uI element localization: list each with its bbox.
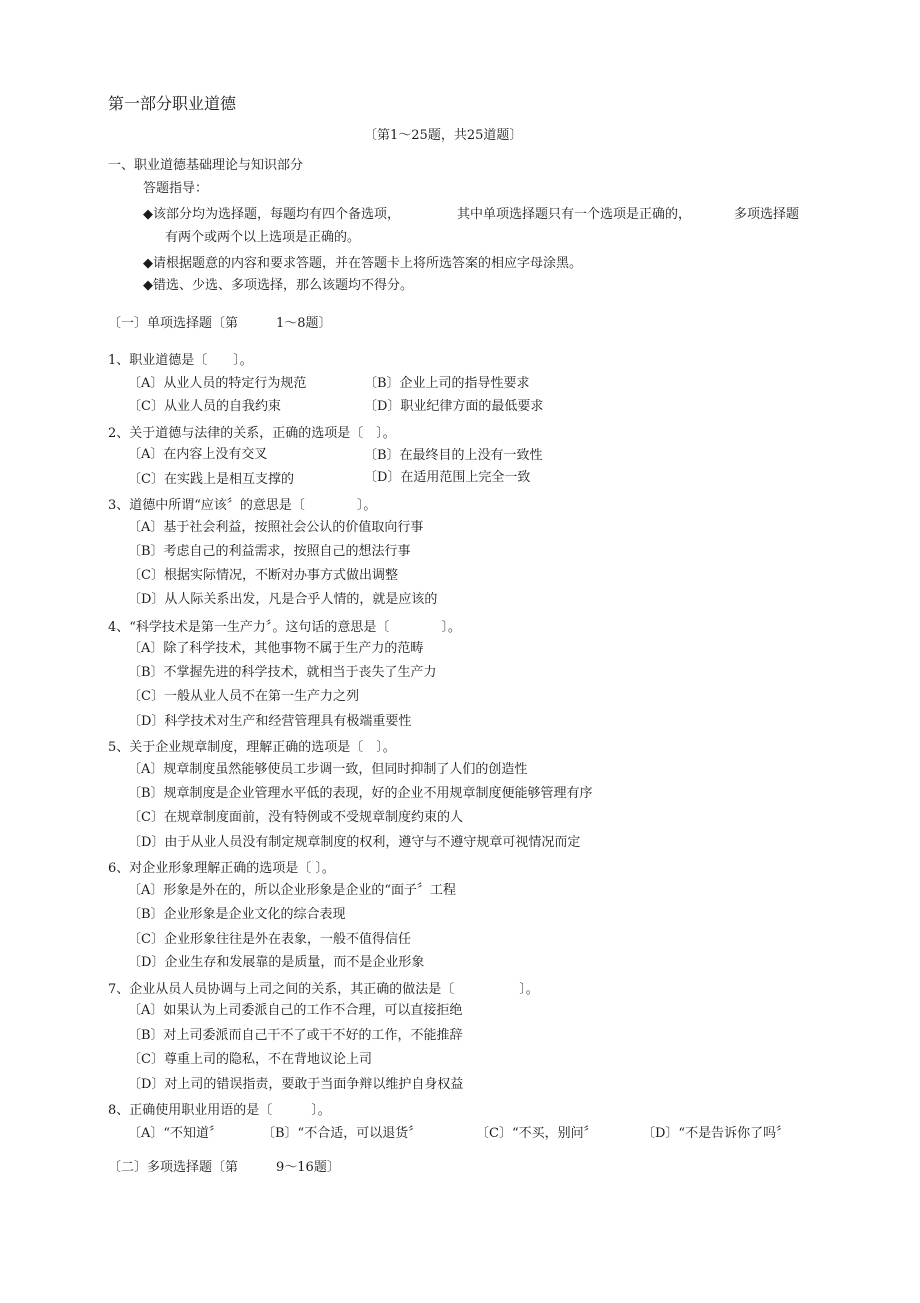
guide-label: 答题指导： bbox=[143, 181, 209, 196]
bullet-1c: 多项选择题 bbox=[734, 207, 800, 222]
question-4-option-c: 〔C〕一般从业人员不在第一生产力之列 bbox=[128, 689, 359, 704]
question-8-option-a: 〔A〕“不知道〞 bbox=[128, 1126, 223, 1141]
question-2-stem: 2、关于道德与法律的关系，正确的选项是〔 〕。 bbox=[108, 426, 396, 441]
question-8-stem: 8、正确使用职业用语的是〔 〕。 bbox=[108, 1103, 331, 1118]
question-8-option-d: 〔D〕“不是告诉你了吗〞 bbox=[642, 1126, 790, 1141]
question-3-option-a: 〔A〕基于社会利益，按照社会公认的价值取向行事 bbox=[128, 520, 424, 535]
part-range: 〔第1～25题，共25道题〕 bbox=[364, 128, 523, 143]
question-3-stem: 3、道德中所谓“应该〞的意思是〔 〕。 bbox=[108, 498, 377, 513]
single-choice-range: 1～8题〕 bbox=[276, 316, 332, 331]
question-4-stem: 4、“科学技术是第一生产力〞。这句话的意思是〔 〕。 bbox=[108, 620, 461, 635]
section-title: 一、职业道德基础理论与知识部分 bbox=[108, 158, 304, 173]
question-6-option-a: 〔A〕形象是外在的，所以企业形象是企业的“面子〞工程 bbox=[128, 883, 457, 898]
question-1-stem: 1、职业道德是〔 〕。 bbox=[108, 353, 253, 368]
question-6-option-c: 〔C〕企业形象往往是外在表象，一般不值得信任 bbox=[128, 932, 411, 947]
question-5-option-c: 〔C〕在规章制度面前，没有特例或不受规章制度约束的人 bbox=[128, 810, 463, 825]
question-5-stem: 5、关于企业规章制度，理解正确的选项是〔 〕。 bbox=[108, 740, 396, 755]
question-1-option-a: 〔A〕从业人员的特定行为规范 bbox=[128, 376, 307, 391]
question-2-option-d: 〔D〕在适用范围上完全一致 bbox=[364, 470, 531, 485]
bullet-1d: 有两个或两个以上选项是正确的。 bbox=[165, 230, 361, 245]
question-1-option-c: 〔C〕从业人员的自我约束 bbox=[128, 399, 281, 414]
question-5-option-b: 〔B〕规章制度是企业管理水平低的表现，好的企业不用规章制度便能够管理有序 bbox=[128, 786, 593, 801]
question-6-option-b: 〔B〕企业形象是企业文化的综合表现 bbox=[128, 907, 346, 922]
question-7-option-b: 〔B〕对上司委派而自己干不了或干不好的工作，不能推辞 bbox=[128, 1028, 463, 1043]
question-8-option-b: 〔B〕“不合适，可以退货〞 bbox=[262, 1126, 422, 1141]
question-6-stem: 6、对企业形象理解正确的选项是〔 〕。 bbox=[108, 861, 335, 876]
question-4-option-d: 〔D〕科学技术对生产和经营管理具有极端重要性 bbox=[128, 714, 412, 729]
multi-choice-header: 〔二〕多项选择题〔第 bbox=[108, 1160, 239, 1175]
question-2-option-c: 〔C〕在实践上是相互支撑的 bbox=[128, 472, 294, 487]
question-8-option-c: 〔C〕“不买，别问〞 bbox=[476, 1126, 597, 1141]
question-2-option-b: 〔B〕在最终目的上没有一致性 bbox=[364, 448, 543, 463]
question-4-option-b: 〔B〕不掌握先进的科学技术，就相当于丧失了生产力 bbox=[128, 665, 437, 680]
question-3-option-b: 〔B〕考虑自己的利益需求，按照自己的想法行事 bbox=[128, 544, 411, 559]
question-7-option-a: 〔A〕如果认为上司委派自己的工作不合理，可以直接拒绝 bbox=[128, 1003, 463, 1018]
single-choice-header: 〔一〕单项选择题〔第 bbox=[108, 316, 239, 331]
question-6-option-d: 〔D〕企业生存和发展靠的是质量，而不是企业形象 bbox=[128, 955, 425, 970]
multi-choice-range: 9～16题〕 bbox=[276, 1160, 340, 1175]
question-1-option-b: 〔B〕企业上司的指导性要求 bbox=[364, 376, 530, 391]
question-4-option-a: 〔A〕除了科学技术，其他事物不属于生产力的范畴 bbox=[128, 641, 424, 656]
question-5-option-a: 〔A〕规章制度虽然能够使员工步调一致，但同时抑制了人们的创造性 bbox=[128, 762, 528, 777]
question-7-option-d: 〔D〕对上司的错误指责，要敢于当面争辩以维护自身权益 bbox=[128, 1077, 464, 1092]
question-5-option-d: 〔D〕由于从业人员没有制定规章制度的权利，遵守与不遵守规章可视情况而定 bbox=[128, 835, 581, 850]
part-title: 第一部分职业道德 bbox=[108, 94, 237, 113]
bullet-1b: 其中单项选择题只有一个选项是正确的， bbox=[457, 207, 692, 222]
question-3-option-c: 〔C〕根据实际情况，不断对办事方式做出调整 bbox=[128, 568, 398, 583]
question-7-stem: 7、企业从员人员协调与上司之间的关系，其正确的做法是〔 〕。 bbox=[108, 982, 539, 997]
bullet-3: ◆错选、少选、多项选择，那么该题均不得分。 bbox=[143, 278, 413, 293]
question-1-option-d: 〔D〕职业纪律方面的最低要求 bbox=[364, 399, 544, 414]
bullet-2: ◆请根据题意的内容和要求答题，并在答题卡上将所选答案的相应字母涂黑。 bbox=[143, 256, 582, 271]
question-3-option-d: 〔D〕从人际关系出发，凡是合乎人情的，就是应该的 bbox=[128, 592, 438, 607]
question-2-option-a: 〔A〕在内容上没有交叉 bbox=[128, 447, 268, 462]
question-7-option-c: 〔C〕尊重上司的隐私，不在背地议论上司 bbox=[128, 1052, 372, 1067]
bullet-1a: ◆该部分均为选择题，每题均有四个备选项， bbox=[143, 207, 400, 222]
